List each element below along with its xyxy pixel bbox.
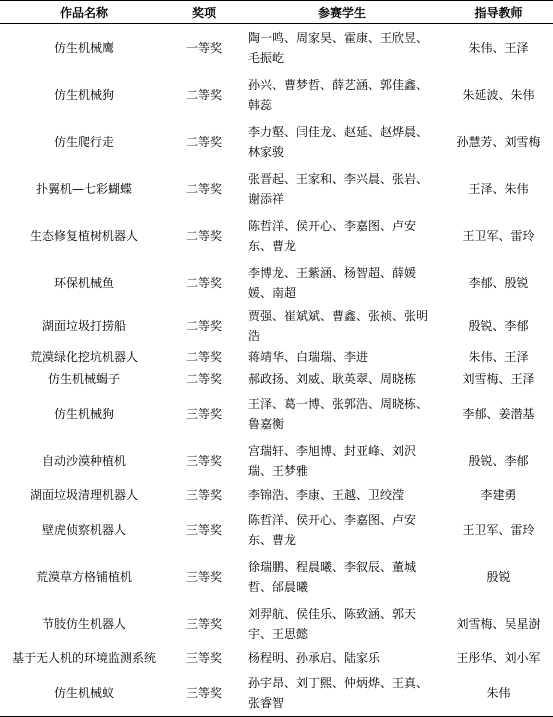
students-cell: 陈哲洋、侯开心、李嘉图、卢安东、曹龙 — [248, 218, 417, 253]
work-name-cell: 仿生机械鹰 — [53, 40, 114, 55]
table-row — [0, 553, 553, 600]
students-cell: 杨程明、孙承启、陆家乐 — [248, 651, 381, 665]
students-cell: 宫瑞轩、李旭博、封亚峰、刘沢瑞、王梦雅 — [248, 443, 417, 478]
teachers-cell: 朱伟、王泽 — [468, 40, 529, 55]
award-cell: 三等奖 — [185, 453, 222, 468]
table-row — [0, 306, 553, 346]
work-name-cell: 环保机械鱼 — [53, 275, 114, 290]
table-row — [0, 368, 553, 390]
work-name-cell: 仿生机械蝎子 — [47, 372, 120, 386]
table-row — [0, 212, 553, 259]
work-name-cell: 仿生机械蚁 — [0, 669, 168, 717]
award-cell: 三等奖 — [185, 616, 222, 631]
table-row — [0, 346, 553, 368]
work-name-cell: 荒漠草方格铺植机 — [35, 569, 132, 584]
work-name-cell: 荒漠绿化挖坑机器人 — [29, 350, 138, 364]
header-teachers: 指导教师 — [444, 1, 553, 24]
award-cell: 三等奖 — [185, 522, 222, 537]
award-cell: 三等奖 — [185, 488, 222, 502]
teachers-cell: 王彤华、刘小军 — [456, 651, 541, 665]
work-name-cell: 生态修复植树机器人 — [29, 228, 138, 243]
work-name-cell: 湖面垃圾打捞船 — [41, 319, 126, 333]
award-cell: 三等奖 — [168, 669, 240, 717]
award-cell: 三等奖 — [185, 569, 222, 584]
work-name-cell: 壁虎侦察机器人 — [41, 522, 126, 537]
teachers-cell: 王卫军、雷玲 — [462, 522, 535, 537]
students-cell: 陶一鸣、周家昊、霍康、王欣昱、毛振屹 — [248, 30, 429, 65]
teachers-cell: 殷锐、李郁 — [468, 319, 529, 333]
table-row — [0, 484, 553, 506]
students-cell: 李锦浩、李康、王越、卫绞滢 — [248, 488, 405, 502]
table-row — [0, 118, 553, 165]
work-name-cell: 仿生机械狗 — [53, 87, 114, 102]
students-cell: 贾强、崔斌斌、曹鑫、张祯、张明浩 — [248, 309, 429, 343]
work-name-cell: 自动沙漠种植机 — [41, 453, 126, 468]
table-row — [0, 600, 553, 647]
award-cell: 三等奖 — [185, 406, 222, 421]
award-cell: 二等奖 — [185, 181, 222, 196]
work-name-cell: 节肢仿生机器人 — [41, 616, 126, 631]
table-header — [0, 1, 553, 24]
award-cell: 一等奖 — [185, 40, 222, 55]
teachers-cell: 殷锐、李郁 — [468, 453, 529, 468]
header-row — [0, 1, 553, 24]
award-cell: 二等奖 — [185, 350, 222, 364]
table-row — [0, 165, 553, 212]
teachers-cell: 王卫军、雷玲 — [462, 228, 535, 243]
work-name-cell: 基于无人机的环境监测系统 — [11, 651, 156, 665]
students-cell: 孙兴、曹梦哲、薛艺涵、郭佳鑫、韩蕊 — [248, 77, 429, 112]
work-name-cell: 仿生机械狗 — [53, 406, 114, 421]
students-cell: 王泽、葛一博、张郭浩、周晓栋、鲁嘉衡 — [248, 396, 429, 431]
teachers-cell: 朱伟 — [444, 669, 553, 717]
header-work-name: 作品名称 — [0, 1, 168, 24]
header-students: 参赛学生 — [240, 1, 444, 24]
work-name-cell: 仿生爬行走 — [53, 134, 114, 149]
students-cell: 刘羿航、侯佳乐、陈致涵、郭天宇、王思懿 — [248, 606, 417, 641]
award-cell: 二等奖 — [185, 319, 222, 333]
teachers-cell: 王泽、朱伟 — [468, 181, 529, 196]
table-row — [0, 259, 553, 306]
table-row — [0, 506, 553, 553]
award-cell: 三等奖 — [185, 651, 222, 665]
table-body — [0, 24, 553, 717]
students-cell: 郝政扬、刘威、耿英翠、周晓栋 — [248, 372, 417, 386]
students-cell: 李博龙、王紫涵、杨智超、薛媛媛、南超 — [248, 265, 417, 300]
work-name-cell: 扑翼机—七彩蝴蝶 — [35, 181, 132, 196]
table-row — [0, 669, 553, 717]
teachers-cell: 殷锐 — [486, 569, 511, 584]
table-row — [0, 647, 553, 669]
teachers-cell: 李郁、姜潜基 — [462, 406, 535, 421]
students-cell: 李力壑、闫佳龙、赵延、赵烨晨、林家骏 — [248, 124, 429, 159]
teachers-cell: 刘雪梅、吴星澍 — [456, 616, 541, 631]
teachers-cell: 朱伟、王泽 — [468, 350, 529, 364]
teachers-cell: 刘雪梅、王泽 — [462, 372, 535, 386]
award-cell: 二等奖 — [185, 87, 222, 102]
table-row — [0, 437, 553, 484]
award-cell: 二等奖 — [185, 372, 222, 386]
teachers-cell: 朱延波、朱伟 — [462, 87, 535, 102]
teachers-cell: 李郁、殷锐 — [468, 275, 529, 290]
students-cell: 徐瑞鹏、程晨曦、李叙辰、董城哲、邰晨曦 — [248, 559, 417, 594]
award-cell: 二等奖 — [185, 275, 222, 290]
teachers-cell: 孙慧芳、刘雪梅 — [456, 134, 541, 149]
table-row — [0, 71, 553, 118]
header-award: 奖项 — [168, 1, 240, 24]
award-cell: 二等奖 — [185, 228, 222, 243]
table-row — [0, 390, 553, 437]
students-cell: 张晋起、王家和、李兴晨、张岩、谢添祥 — [248, 171, 429, 206]
students-cell: 陈哲洋、侯开心、李嘉图、卢安东、曹龙 — [248, 512, 417, 547]
table-row — [0, 24, 553, 72]
work-name-cell: 湖面垃圾清理机器人 — [29, 488, 138, 502]
students-cell: 蒋靖华、白瑞瑞、李进 — [248, 350, 369, 364]
teachers-cell: 李建勇 — [480, 488, 517, 502]
students-cell: 孙宇昂、刘丁熙、仲炳烨、王真、张睿智 — [240, 669, 444, 717]
award-cell: 二等奖 — [185, 134, 222, 149]
